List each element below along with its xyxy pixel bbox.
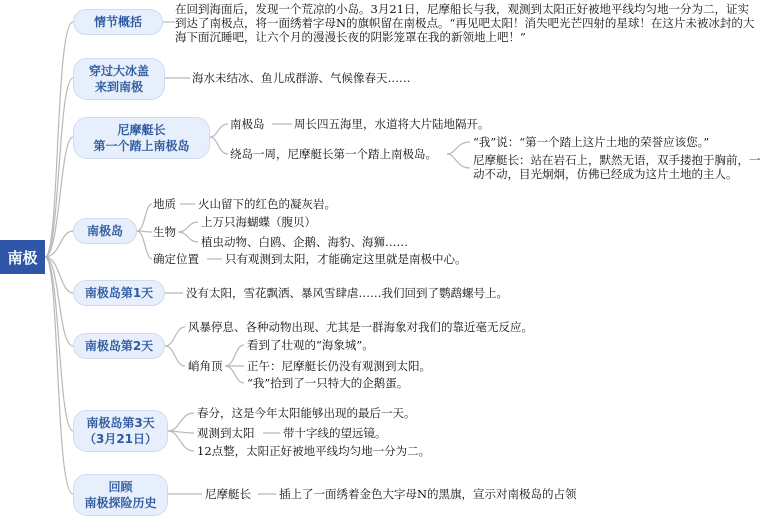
bio-label: 生物 bbox=[153, 225, 176, 239]
island-label: 南极岛 bbox=[230, 117, 265, 131]
branch-south-island: 南极岛 bbox=[73, 218, 137, 244]
observe-label: 观测到太阳 bbox=[197, 426, 255, 440]
peak-item-3: “我”拾到了一只特大的企鹅蛋。 bbox=[247, 376, 409, 390]
branch-day1: 南极岛第1天 bbox=[73, 280, 165, 306]
branch-cross-ice: 穿过大冰盖 来到南极 bbox=[73, 58, 165, 100]
branch-history: 回顾 南极探险历史 bbox=[73, 474, 168, 516]
branch-day3: 南极岛第3天 （3月21日） bbox=[73, 410, 168, 452]
branch-plot-summary: 情节概括 bbox=[73, 9, 163, 35]
position-text: 只有观测到太阳，才能确定这里就是南极中心。 bbox=[225, 252, 467, 266]
observe-text: 带十字线的望远镜。 bbox=[283, 426, 387, 440]
position-label: 确定位置 bbox=[153, 252, 199, 266]
cross-ice-text: 海水未结冰、鱼儿成群游、气候像春天…… bbox=[192, 71, 411, 85]
noon-text: 12点整，太阳正好被地平线均匀地一分为二。 bbox=[197, 444, 431, 458]
day1-text: 没有太阳，雪花飘洒、暴风雪肆虐……我们回到了鹦鹉螺号上。 bbox=[186, 286, 508, 300]
bio-item-1: 上万只海蝴蝶（腹贝） bbox=[201, 215, 316, 229]
day2-text: 风暴停息、各种动物出现、尤其是一群海象对我们的靠近毫无反应。 bbox=[188, 320, 533, 334]
geology-label: 地质 bbox=[153, 197, 176, 211]
bio-item-2: 植虫动物、白鸥、企鹅、海豹、海狮…… bbox=[201, 235, 408, 249]
spring-text: 春分，这是今年太阳能够出现的最后一天。 bbox=[197, 406, 416, 420]
captain-label: 尼摩艇长 bbox=[205, 487, 251, 501]
island-desc: 周长四五海里，水道将大片陆地隔开。 bbox=[294, 117, 490, 131]
peak-item-2: 正午：尼摩艇长仍没有观测到太阳。 bbox=[247, 359, 431, 373]
peak-item-1: 看到了壮观的“海象城”。 bbox=[247, 338, 374, 352]
root-node: 南极 bbox=[0, 240, 45, 274]
geology-text: 火山留下的红色的凝灰岩。 bbox=[198, 197, 336, 211]
circle-island-text: 绕岛一周，尼摩艇长第一个踏上南极岛。 bbox=[230, 147, 437, 161]
flag-text: 插上了一面绣着金色大字母N的黑旗，宣示对南极岛的占领 bbox=[279, 487, 577, 501]
captain-pose-text: 尼摩艇长：站在岩石上，默然无语，双手搂抱于胸前，一动不动，目光炯炯，仿佛已经成为这片土地的主人。 bbox=[473, 153, 771, 181]
branch-captain-first: 尼摩艇长 第一个踏上南极岛 bbox=[73, 117, 210, 159]
plot-summary-text: 在回到海面后，发现一个荒凉的小岛。3月21日，尼摩船长与我，观测到太阳正好被地平线均匀地一分为二，证实到达了南极点，将一面绣着字母N的旗帜留在南极点。“再见吧太阳！消失吧光芒四射的星球！在这片未被冰封的大海下面沉睡吧，让六个月的漫漫长夜的阴影笼罩在我的新领地上吧！” bbox=[175, 2, 760, 44]
branch-day2: 南极岛第2天 bbox=[73, 333, 165, 359]
quote-text: “我”说：“第一个踏上这片土地的荣誉应该您。” bbox=[473, 135, 710, 149]
peak-label: 峭角顶 bbox=[188, 359, 223, 373]
